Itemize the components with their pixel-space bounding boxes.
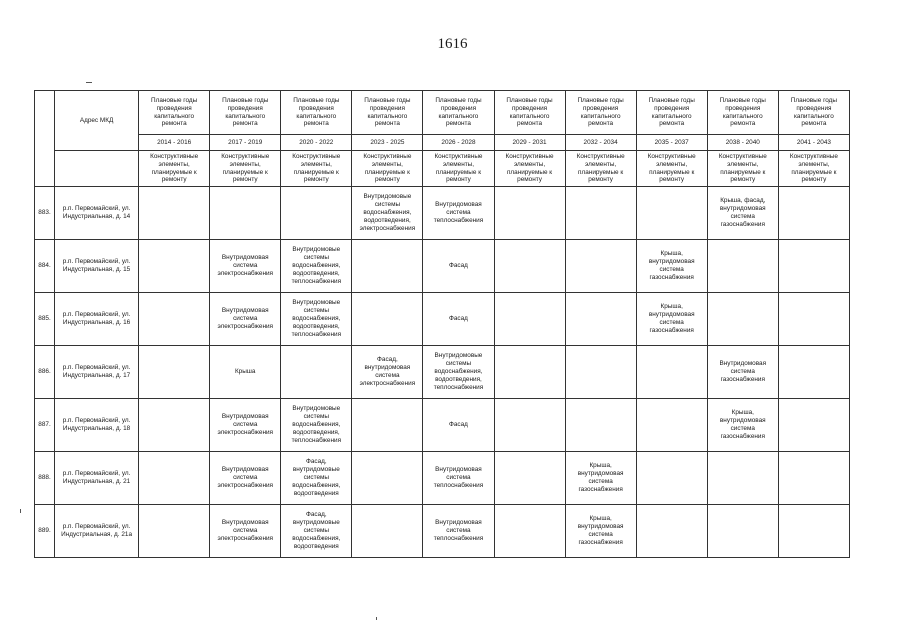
table-row <box>35 399 850 452</box>
repair-cell: Фасад <box>423 240 494 293</box>
repair-cell <box>565 187 636 240</box>
header-address: Адрес МКД <box>55 91 139 151</box>
table-row <box>35 452 850 505</box>
repair-cell: Внутридомовая система теплоснабжения <box>423 505 494 558</box>
header-plan-label: Плановые годы проведения капитального ремонта <box>352 91 423 135</box>
row-number: 886. <box>35 346 55 399</box>
row-address: р.п. Первомайский, ул. Индустриальная, д. 17 <box>55 346 139 399</box>
repair-cell <box>281 187 352 240</box>
header-elements-label: Конструктивные элементы, планируемые к ремонту <box>494 151 565 187</box>
header-elements-label: Конструктивные элементы, планируемые к ремонту <box>565 151 636 187</box>
header-period: 2023 - 2025 <box>352 135 423 151</box>
repair-cell: Внутридомовая система газоснабжения <box>707 346 778 399</box>
repair-cell <box>565 346 636 399</box>
repair-cell <box>139 399 210 452</box>
repair-cell <box>352 505 423 558</box>
header-address-blank <box>55 151 139 187</box>
repair-cell <box>494 346 565 399</box>
repair-cell <box>139 240 210 293</box>
header-row-plan <box>35 91 850 135</box>
repair-cell <box>565 293 636 346</box>
row-address: р.п. Первомайский, ул. Индустриальная, д. 18 <box>55 399 139 452</box>
repair-cell: Внутридомовая система электроснабжения <box>210 452 281 505</box>
scan-mark <box>376 617 377 620</box>
repair-cell: Крыша, внутридомовая система газоснабжения <box>707 399 778 452</box>
header-plan-label: Плановые годы проведения капитального ремонта <box>423 91 494 135</box>
table-row <box>35 505 850 558</box>
repair-cell <box>636 452 707 505</box>
header-num-blank <box>35 91 55 187</box>
repair-cell: Фасад <box>423 399 494 452</box>
repair-cell: Внутридомовая система теплоснабжения <box>423 187 494 240</box>
repair-cell <box>494 399 565 452</box>
repair-cell <box>707 505 778 558</box>
header-elements-label: Конструктивные элементы, планируемые к ремонту <box>210 151 281 187</box>
repair-cell: Фасад, внутридомовая система электроснабжения <box>352 346 423 399</box>
row-number: 888. <box>35 452 55 505</box>
row-number: 883. <box>35 187 55 240</box>
repair-cell <box>707 240 778 293</box>
row-address: р.п. Первомайский, ул. Индустриальная, д. 21а <box>55 505 139 558</box>
header-plan-label: Плановые годы проведения капитального ремонта <box>778 91 849 135</box>
table-row <box>35 240 850 293</box>
repair-cell: Внутридомовые системы водоснабжения, водоотведения, электроснабжения <box>352 187 423 240</box>
repair-cell <box>139 452 210 505</box>
header-row-elements <box>35 151 850 187</box>
repair-cell <box>636 346 707 399</box>
header-period: 2041 - 2043 <box>778 135 849 151</box>
repair-cell <box>707 452 778 505</box>
repair-cell: Внутридомовая система электроснабжения <box>210 399 281 452</box>
repair-cell <box>139 187 210 240</box>
repair-cell <box>352 293 423 346</box>
header-row-years <box>35 135 850 151</box>
header-elements-label: Конструктивные элементы, планируемые к ремонту <box>636 151 707 187</box>
repair-cell <box>636 399 707 452</box>
repair-cell <box>352 452 423 505</box>
repair-cell <box>707 293 778 346</box>
header-elements-label: Конструктивные элементы, планируемые к ремонту <box>281 151 352 187</box>
repair-cell: Крыша <box>210 346 281 399</box>
header-plan-label: Плановые годы проведения капитального ремонта <box>139 91 210 135</box>
repair-cell <box>778 346 849 399</box>
repair-cell <box>778 399 849 452</box>
repair-cell <box>210 187 281 240</box>
repair-cell: Крыша, внутридомовая система газоснабжения <box>636 293 707 346</box>
row-address: р.п. Первомайский, ул. Индустриальная, д. 16 <box>55 293 139 346</box>
repair-cell <box>139 505 210 558</box>
repair-cell: Внутридомовая система электроснабжения <box>210 293 281 346</box>
repair-cell <box>494 187 565 240</box>
repair-cell: Внутридомовые системы водоснабжения, водоотведения, теплоснабжения <box>281 240 352 293</box>
repair-cell <box>494 293 565 346</box>
capital-repair-table <box>34 90 850 558</box>
row-number: 884. <box>35 240 55 293</box>
repair-cell: Внутридомовые системы водоснабжения, водоотведения, теплоснабжения <box>281 399 352 452</box>
repair-cell <box>139 293 210 346</box>
repair-cell <box>778 505 849 558</box>
repair-cell: Фасад <box>423 293 494 346</box>
repair-cell <box>352 399 423 452</box>
header-plan-label: Плановые годы проведения капитального ремонта <box>707 91 778 135</box>
header-elements-label: Конструктивные элементы, планируемые к ремонту <box>707 151 778 187</box>
header-period: 2014 - 2016 <box>139 135 210 151</box>
header-period: 2026 - 2028 <box>423 135 494 151</box>
table-row <box>35 293 850 346</box>
repair-cell: Внутридомовая система электроснабжения <box>210 505 281 558</box>
repair-cell <box>139 346 210 399</box>
repair-cell <box>636 187 707 240</box>
header-period: 2020 - 2022 <box>281 135 352 151</box>
repair-cell <box>778 293 849 346</box>
repair-cell: Крыша, внутридомовая система газоснабжения <box>565 452 636 505</box>
header-plan-label: Плановые годы проведения капитального ремонта <box>636 91 707 135</box>
header-elements-label: Конструктивные элементы, планируемые к ремонту <box>352 151 423 187</box>
table-row <box>35 187 850 240</box>
header-plan-label: Плановые годы проведения капитального ремонта <box>281 91 352 135</box>
repair-cell <box>281 346 352 399</box>
row-address: р.п. Первомайский, ул. Индустриальная, д. 14 <box>55 187 139 240</box>
repair-cell: Внутридомовая система электроснабжения <box>210 240 281 293</box>
header-period: 2032 - 2034 <box>565 135 636 151</box>
repair-cell <box>778 240 849 293</box>
header-plan-label: Плановые годы проведения капитального ремонта <box>565 91 636 135</box>
repair-cell <box>778 452 849 505</box>
table-body <box>35 91 850 558</box>
row-number: 885. <box>35 293 55 346</box>
repair-cell: Крыша, фасад, внутридомовая система газоснабжения <box>707 187 778 240</box>
repair-cell: Внутридомовые системы водоснабжения, водоотведения, теплоснабжения <box>423 346 494 399</box>
row-number: 889. <box>35 505 55 558</box>
repair-cell <box>352 240 423 293</box>
repair-cell <box>494 505 565 558</box>
header-period: 2029 - 2031 <box>494 135 565 151</box>
header-plan-label: Плановые годы проведения капитального ремонта <box>210 91 281 135</box>
repair-cell <box>494 452 565 505</box>
header-period: 2038 - 2040 <box>707 135 778 151</box>
repair-cell: Внутридомовые системы водоснабжения, водоотведения, теплоснабжения <box>281 293 352 346</box>
row-number: 887. <box>35 399 55 452</box>
header-period: 2017 - 2019 <box>210 135 281 151</box>
repair-cell: Крыша, внутридомовая система газоснабжения <box>565 505 636 558</box>
repair-cell <box>778 187 849 240</box>
header-elements-label: Конструктивные элементы, планируемые к ремонту <box>778 151 849 187</box>
repair-cell: Крыша, внутридомовая система газоснабжения <box>636 240 707 293</box>
repair-cell: Фасад, внутридомовые системы водоснабжения, водоотведения <box>281 505 352 558</box>
repair-cell <box>494 240 565 293</box>
page-number: 1616 <box>437 36 468 52</box>
row-address: р.п. Первомайский, ул. Индустриальная, д. 15 <box>55 240 139 293</box>
repair-cell <box>565 240 636 293</box>
repair-cell <box>565 399 636 452</box>
scan-mark <box>86 82 92 83</box>
row-address: р.п. Первомайский, ул. Индустриальная, д. 21 <box>55 452 139 505</box>
header-plan-label: Плановые годы проведения капитального ремонта <box>494 91 565 135</box>
scan-mark <box>20 509 21 513</box>
header-elements-label: Конструктивные элементы, планируемые к ремонту <box>139 151 210 187</box>
header-period: 2035 - 2037 <box>636 135 707 151</box>
header-elements-label: Конструктивные элементы, планируемые к ремонту <box>423 151 494 187</box>
repair-cell <box>636 505 707 558</box>
repair-cell: Внутридомовая система теплоснабжения <box>423 452 494 505</box>
repair-cell: Фасад, внутридомовые системы водоснабжения, водоотведения <box>281 452 352 505</box>
table-row <box>35 346 850 399</box>
